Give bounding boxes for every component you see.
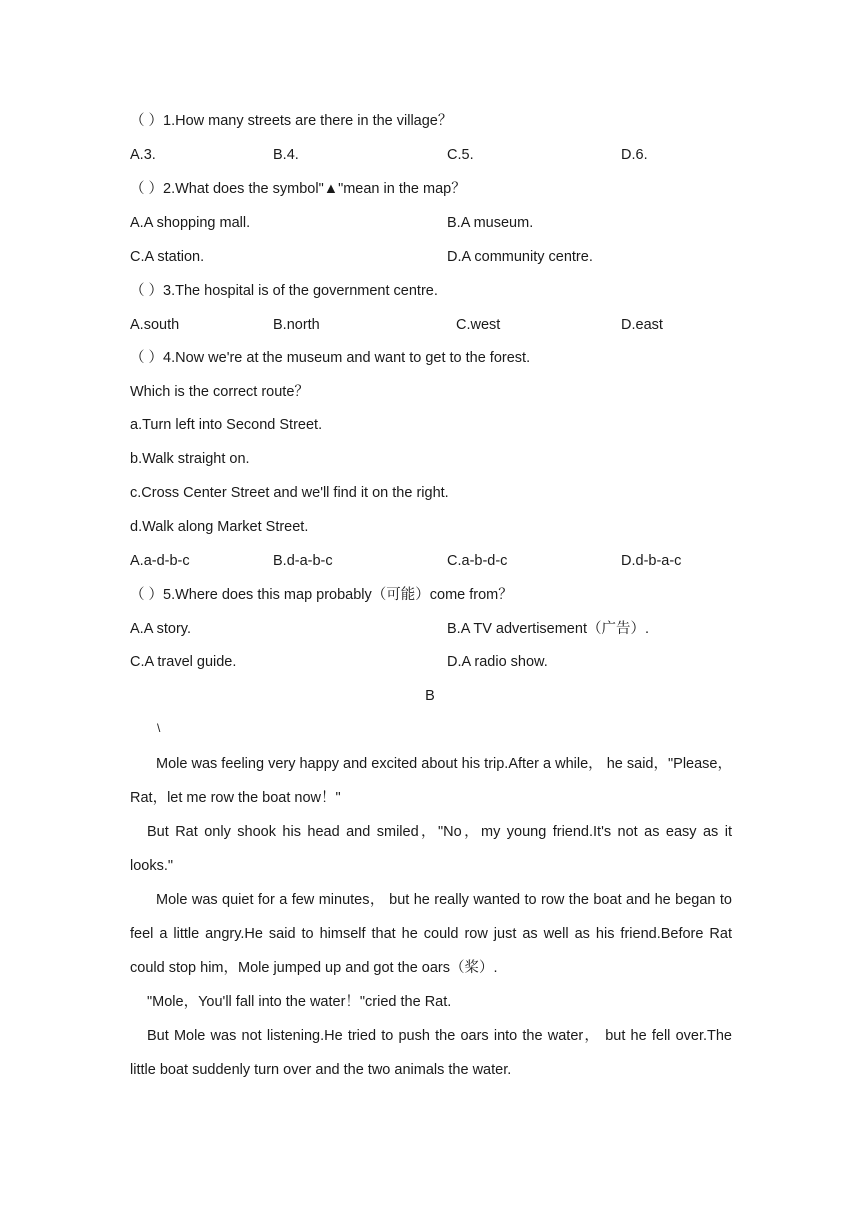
question-4-stem: （ ）4.Now we're at the museum and want to get to the forest. [130,350,531,366]
question-5-option-b: B.A TV advertisement（广告）. [447,621,649,637]
question-3-option-c: C.west [456,317,501,333]
question-2-stem: （ ）2.What does the symbol"▲"mean in the map？ [130,181,466,197]
question-4-option-b: B.d-a-b-c [273,553,333,569]
question-4-step-d: d.Walk along Market Street. [130,519,309,535]
question-5-option-c: C.A travel guide. [130,654,237,670]
question-2-option-d: D.A community centre. [447,249,593,265]
question-4-option-a: A.a-d-b-c [130,553,190,569]
question-4-step-b: b.Walk straight on. [130,451,250,467]
question-3-option-d: D.east [621,317,663,333]
question-1-option-d: D.6. [621,147,648,163]
passage-paragraph-2: But Rat only shook his head and smiled，"No，my young friend.It's not as easy as it looks." [130,824,732,874]
question-2-option-a: A.A shopping mall. [130,215,251,231]
stray-marker: \ [157,721,161,735]
question-2-option-c: C.A station. [130,249,205,265]
question-1-option-a: A.3. [130,147,156,163]
question-5-option-d: D.A radio show. [447,654,548,670]
question-5-stem: （ ）5.Where does this map probably（可能）come from？ [130,587,513,603]
question-4-option-c: C.a-b-d-c [447,553,508,569]
question-3-option-b: B.north [273,317,320,333]
question-3-stem: （ ）3.The hospital is of the government centre. [130,283,438,299]
question-4-step-a: a.Turn left into Second Street. [130,417,323,433]
question-4-stem-continued: Which is the correct route？ [130,384,309,400]
question-4-option-d: D.d-b-a-c [621,553,682,569]
passage-paragraph-5: But Mole was not listening.He tried to push the oars into the water， but he fell over.The little boat suddenly turn over and the two animals the water. [130,1028,732,1078]
question-4-step-c: c.Cross Center Street and we'll find it on the right. [130,485,449,501]
question-1-option-b: B.4. [273,147,299,163]
passage-paragraph-1: Mole was feeling very happy and excited about his trip.After a while， he said，"Please，Rat，let me row the boat now！" [130,756,732,806]
question-3-option-a: A.south [130,317,180,333]
passage-paragraph-3: Mole was quiet for a few minutes， but he really wanted to row the boat and he began to feel a little angry.He said to himself that he could row just as well as his friend.Before Rat could stop him，Mole jumped up and got the oars（桨）. [130,892,732,976]
question-2-option-b: B.A museum. [447,215,534,231]
question-5-option-a: A.A story. [130,621,191,637]
passage-paragraph-4: "Mole，You'll fall into the water！"cried the Rat. [147,994,452,1010]
section-b-heading: B [425,688,435,704]
question-1-stem: （ ）1.How many streets are there in the village？ [130,113,453,129]
question-1-option-c: C.5. [447,147,474,163]
